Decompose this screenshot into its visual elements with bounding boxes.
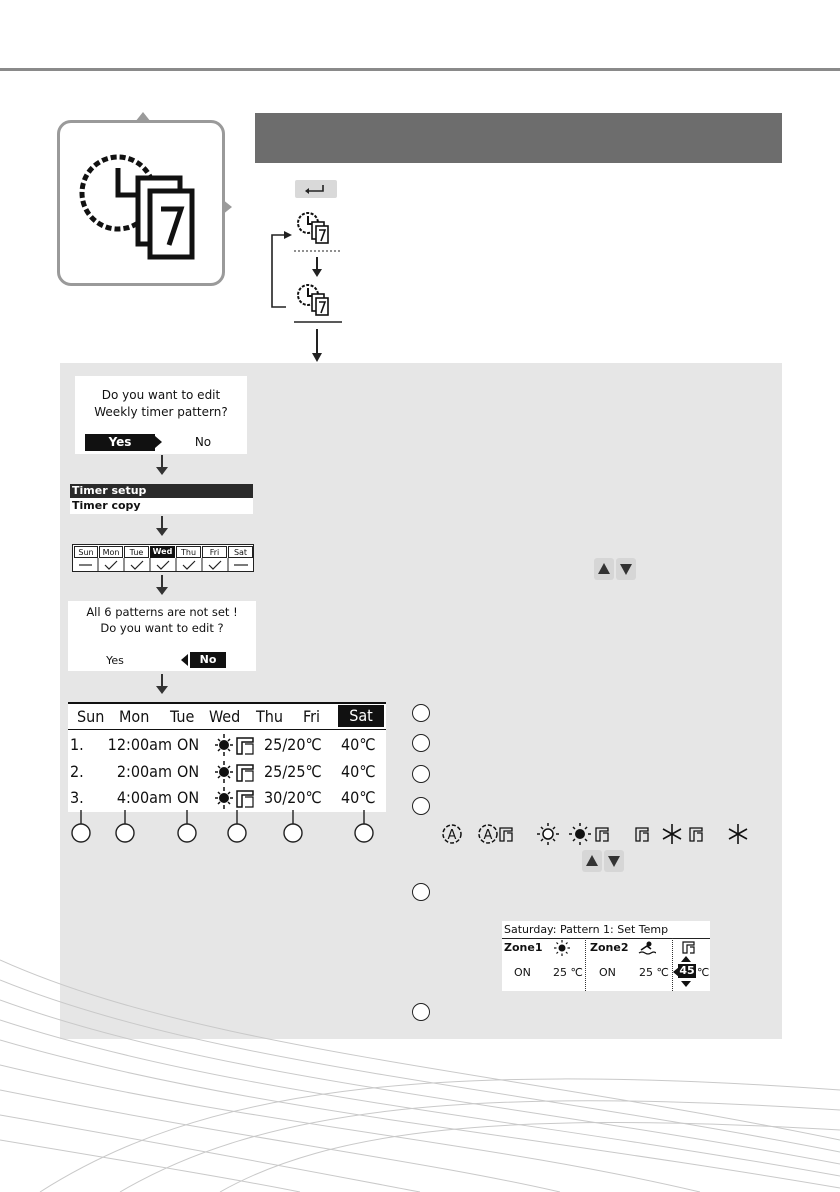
zone1-temp[interactable]: 25 ℃: [553, 966, 583, 979]
day-cell-mon[interactable]: Mon: [99, 546, 123, 558]
dialog2-line-1: All 6 patterns are not set !: [86, 605, 238, 619]
step-circle: [412, 734, 430, 752]
zone1-state[interactable]: ON: [514, 966, 531, 979]
row-temp[interactable]: 25/25℃: [264, 762, 322, 781]
weekday-sun[interactable]: Sun: [77, 707, 105, 726]
section-title-bar: [255, 113, 782, 163]
zone2-temp[interactable]: 25 ℃: [639, 966, 669, 979]
weekday-thu[interactable]: Thu: [256, 707, 284, 726]
day-cell-fri[interactable]: Fri: [202, 546, 227, 558]
flow-arrowhead: [156, 467, 168, 475]
timer-small-icon: [298, 213, 328, 243]
day-cell-tue[interactable]: Tue: [124, 546, 149, 558]
up-down-buttons-icon: [594, 558, 638, 580]
day-check-grid: [72, 544, 254, 572]
timer-flow-diagram: [250, 205, 360, 365]
header-divider: [68, 729, 386, 730]
yes-button[interactable]: Yes: [106, 654, 124, 667]
decorative-wave-lines: [0, 840, 840, 1192]
row-time[interactable]: 2:00am: [116, 762, 172, 781]
zone1-label: Zone1: [504, 941, 543, 954]
row-tank-temp[interactable]: 40℃: [341, 762, 376, 781]
enter-key-icon: [295, 180, 337, 198]
row-temp[interactable]: 30/20℃: [264, 788, 322, 807]
step-circle: [412, 797, 430, 815]
svg-text:A: A: [483, 828, 493, 843]
flow-arrowhead: [156, 686, 168, 694]
row-temp[interactable]: 25/20℃: [264, 735, 322, 754]
day-cell-wed[interactable]: Wed: [150, 546, 175, 558]
day-cell-thu[interactable]: Thu: [176, 546, 201, 558]
tank-temp-unit: ℃: [697, 966, 710, 979]
set-temp-title: Saturday: Pattern 1: Set Temp: [504, 923, 669, 936]
row-state[interactable]: ON: [177, 735, 200, 754]
menu-timer-setup[interactable]: Timer setup: [70, 484, 253, 498]
weekday-wed[interactable]: Wed: [209, 707, 241, 726]
dialog2-line-2: Do you want to edit ?: [100, 621, 224, 635]
heat-tank-icon: [215, 734, 261, 756]
weekday-sat[interactable]: Sat: [338, 705, 384, 727]
weekday-fri[interactable]: Fri: [303, 707, 321, 726]
timer-menu: [70, 484, 253, 514]
edit-pattern-dialog: [75, 376, 247, 454]
step-circle: [412, 704, 430, 722]
dialog-line-1: Do you want to edit: [101, 388, 221, 402]
day-cell-sat[interactable]: Sat: [228, 546, 253, 558]
weekly-timer-icon-box: [57, 120, 225, 286]
row-time[interactable]: 4:00am: [116, 788, 172, 807]
row-state[interactable]: ON: [177, 788, 200, 807]
row-number: 2.: [70, 762, 84, 781]
top-divider: [0, 68, 840, 71]
dialog-line-2: Weekly timer pattern?: [94, 405, 228, 419]
row-state[interactable]: ON: [177, 762, 200, 781]
weekday-tue[interactable]: Tue: [170, 707, 195, 726]
row-tank-temp[interactable]: 40℃: [341, 788, 376, 807]
right-pointer: [222, 199, 232, 215]
up-pointer: [135, 112, 151, 122]
flow-arrowhead: [156, 587, 168, 595]
day-cell-sun[interactable]: Sun: [74, 546, 98, 558]
svg-text:A: A: [447, 828, 457, 843]
step-circle: [412, 765, 430, 783]
flow-arrowhead: [156, 528, 168, 536]
row-time[interactable]: 12:00am: [107, 735, 172, 754]
zone2-label: Zone2: [590, 941, 629, 954]
day-status-marks: [73, 558, 255, 572]
weekly-timer-screen: [68, 702, 386, 812]
yes-button[interactable]: Yes: [85, 434, 155, 451]
no-button[interactable]: No: [190, 652, 226, 668]
selector-arrow-icon: [155, 436, 162, 448]
heat-tank-icon: [215, 787, 261, 809]
row-tank-temp[interactable]: 40℃: [341, 735, 376, 754]
row-number: 1.: [70, 735, 84, 754]
patterns-not-set-dialog: [68, 601, 256, 671]
heat-tank-icon: [215, 761, 261, 783]
tank-temp-value[interactable]: 45: [679, 964, 695, 977]
menu-timer-copy[interactable]: Timer copy: [72, 499, 141, 512]
zone2-state[interactable]: ON: [599, 966, 616, 979]
screen-top-line: [68, 702, 386, 704]
timer-small-icon: [298, 285, 328, 315]
weekly-timer-icon: [60, 123, 222, 283]
row-number: 3.: [70, 788, 84, 807]
no-button[interactable]: No: [194, 435, 212, 449]
selector-arrow-icon: [181, 654, 188, 666]
weekday-mon[interactable]: Mon: [119, 707, 150, 726]
